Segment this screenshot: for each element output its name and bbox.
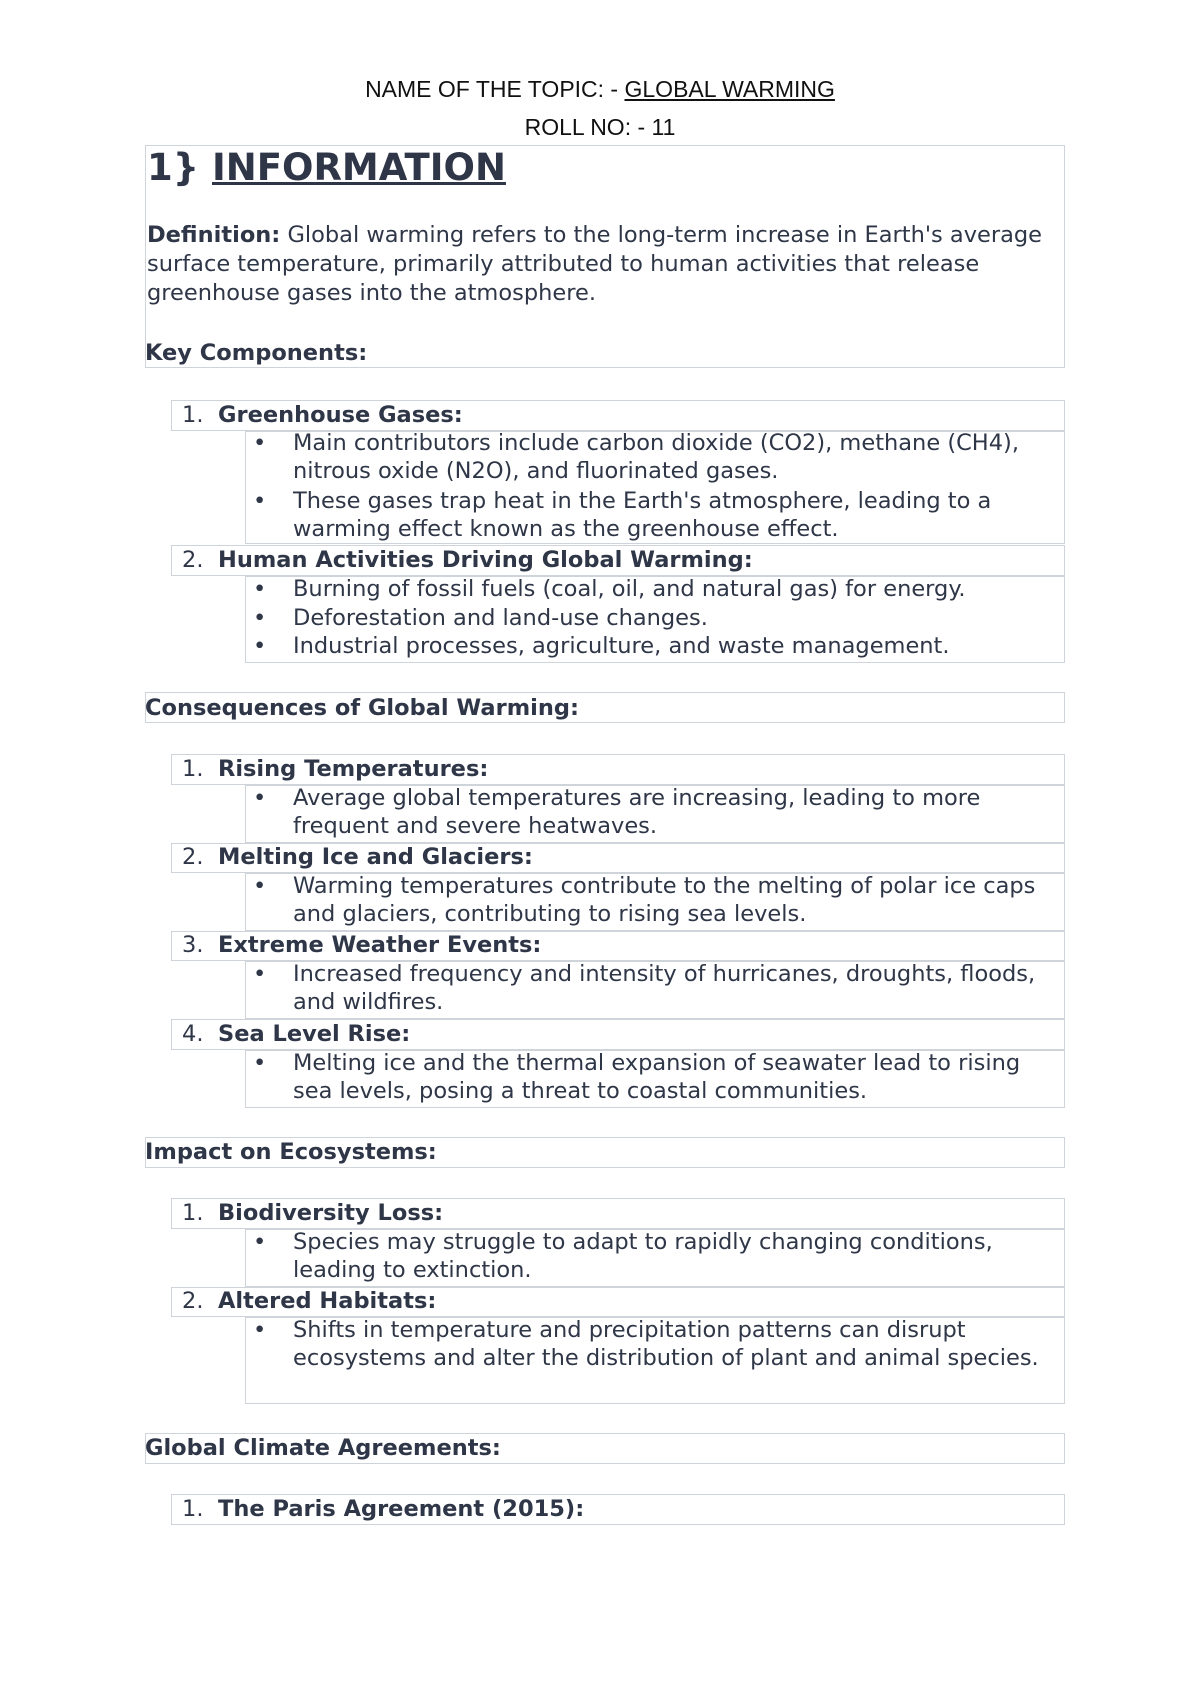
bullet-text: Shifts in temperature and precipitation patterns can disrupt ecosystems and alter the distribution of plant and animal species.	[293, 1317, 1039, 1371]
item-number: 2.	[182, 547, 204, 573]
roll-number: ROLL NO: - 11	[524, 114, 676, 140]
item-label: Human Activities Driving Global Warming:	[218, 547, 753, 573]
agreements-heading: Global Climate Agreements:	[145, 1435, 501, 1461]
bullet-item	[253, 487, 1063, 543]
bullet-icon: •	[253, 1317, 267, 1343]
list-item	[182, 1495, 584, 1524]
list-item	[182, 401, 463, 430]
consequences-heading: Consequences of Global Warming:	[145, 695, 579, 721]
bullet-item	[253, 960, 1063, 1016]
bullet-text: Melting ice and the thermal expansion of seawater lead to rising sea levels, posing a threat to coastal communities.	[293, 1050, 1021, 1104]
bullet-item	[253, 575, 1063, 603]
bullet-icon: •	[253, 605, 267, 631]
list-item	[182, 843, 533, 872]
list-item	[182, 1287, 436, 1316]
information-number: 1}	[147, 146, 200, 189]
item-number: 2.	[182, 1288, 204, 1314]
bullet-icon: •	[253, 961, 267, 987]
bullet-icon: •	[253, 1050, 267, 1076]
bullet-text: Industrial processes, agriculture, and waste management.	[293, 633, 950, 659]
bullet-text: Deforestation and land-use changes.	[293, 605, 708, 631]
bullet-text: Burning of fossil fuels (coal, oil, and natural gas) for energy.	[293, 576, 966, 602]
bullet-item	[253, 632, 1063, 660]
list-item	[182, 931, 541, 960]
information-title: INFORMATION	[211, 146, 506, 189]
item-number: 1.	[182, 1496, 204, 1522]
key-components-heading: Key Components:	[145, 340, 368, 366]
item-label: Rising Temperatures:	[218, 756, 489, 782]
topic-line	[0, 76, 1200, 103]
item-label: Greenhouse Gases:	[218, 402, 463, 428]
bullet-icon: •	[253, 633, 267, 659]
item-number: 2.	[182, 844, 204, 870]
list-item	[182, 1199, 443, 1228]
bullet-text: Average global temperatures are increasing, leading to more frequent and severe heatwaves.	[293, 785, 981, 839]
bullet-icon: •	[253, 785, 267, 811]
item-label: The Paris Agreement (2015):	[218, 1496, 585, 1522]
item-number: 1.	[182, 1200, 204, 1226]
bullet-icon: •	[253, 430, 267, 456]
bullet-icon: •	[253, 576, 267, 602]
item-label: Melting Ice and Glaciers:	[218, 844, 533, 870]
bullet-text: Species may struggle to adapt to rapidly changing conditions, leading to extinction.	[293, 1229, 993, 1283]
bullet-text: These gases trap heat in the Earth's atmosphere, leading to a warming effect known as the greenhouse effect.	[293, 488, 992, 542]
item-number: 1.	[182, 756, 204, 782]
bullet-icon: •	[253, 1229, 267, 1255]
list-item	[182, 546, 753, 575]
definition-label: Definition:	[147, 222, 281, 248]
bullet-item	[253, 1316, 1063, 1372]
item-number: 3.	[182, 932, 204, 958]
bullet-item	[253, 604, 1063, 632]
item-number: 1.	[182, 402, 204, 428]
definition-paragraph	[147, 221, 1065, 308]
list-item	[182, 755, 488, 784]
topic-name: GLOBAL WARMING	[624, 76, 835, 102]
information-heading	[147, 146, 506, 190]
item-label: Altered Habitats:	[218, 1288, 437, 1314]
bullet-text: Warming temperatures contribute to the melting of polar ice caps and glaciers, contributing to rising sea levels.	[293, 873, 1036, 927]
bullet-item	[253, 1228, 1063, 1284]
bullet-item	[253, 784, 1063, 840]
bullet-icon: •	[253, 873, 267, 899]
bullet-text: Main contributors include carbon dioxide (CO2), methane (CH4), nitrous oxide (N2O), and fluorinated gases.	[293, 430, 1019, 484]
bullet-icon: •	[253, 488, 267, 514]
item-label: Extreme Weather Events:	[218, 932, 542, 958]
topic-prefix: NAME OF THE TOPIC: -	[365, 76, 625, 102]
ecosystems-heading: Impact on Ecosystems:	[145, 1139, 437, 1165]
bullet-item	[253, 1049, 1063, 1105]
bullet-item	[253, 429, 1063, 485]
definition-text: Global warming refers to the long-term increase in Earth's average surface temperature, primarily attributed to human activities that release greenhouse gases into the atmosphere.	[147, 222, 1043, 306]
bullet-text: Increased frequency and intensity of hurricanes, droughts, floods, and wildfires.	[293, 961, 1036, 1015]
item-number: 4.	[182, 1021, 204, 1047]
list-item	[182, 1020, 410, 1049]
bullet-item	[253, 872, 1063, 928]
item-label: Biodiversity Loss:	[218, 1200, 444, 1226]
item-label: Sea Level Rise:	[218, 1021, 411, 1047]
